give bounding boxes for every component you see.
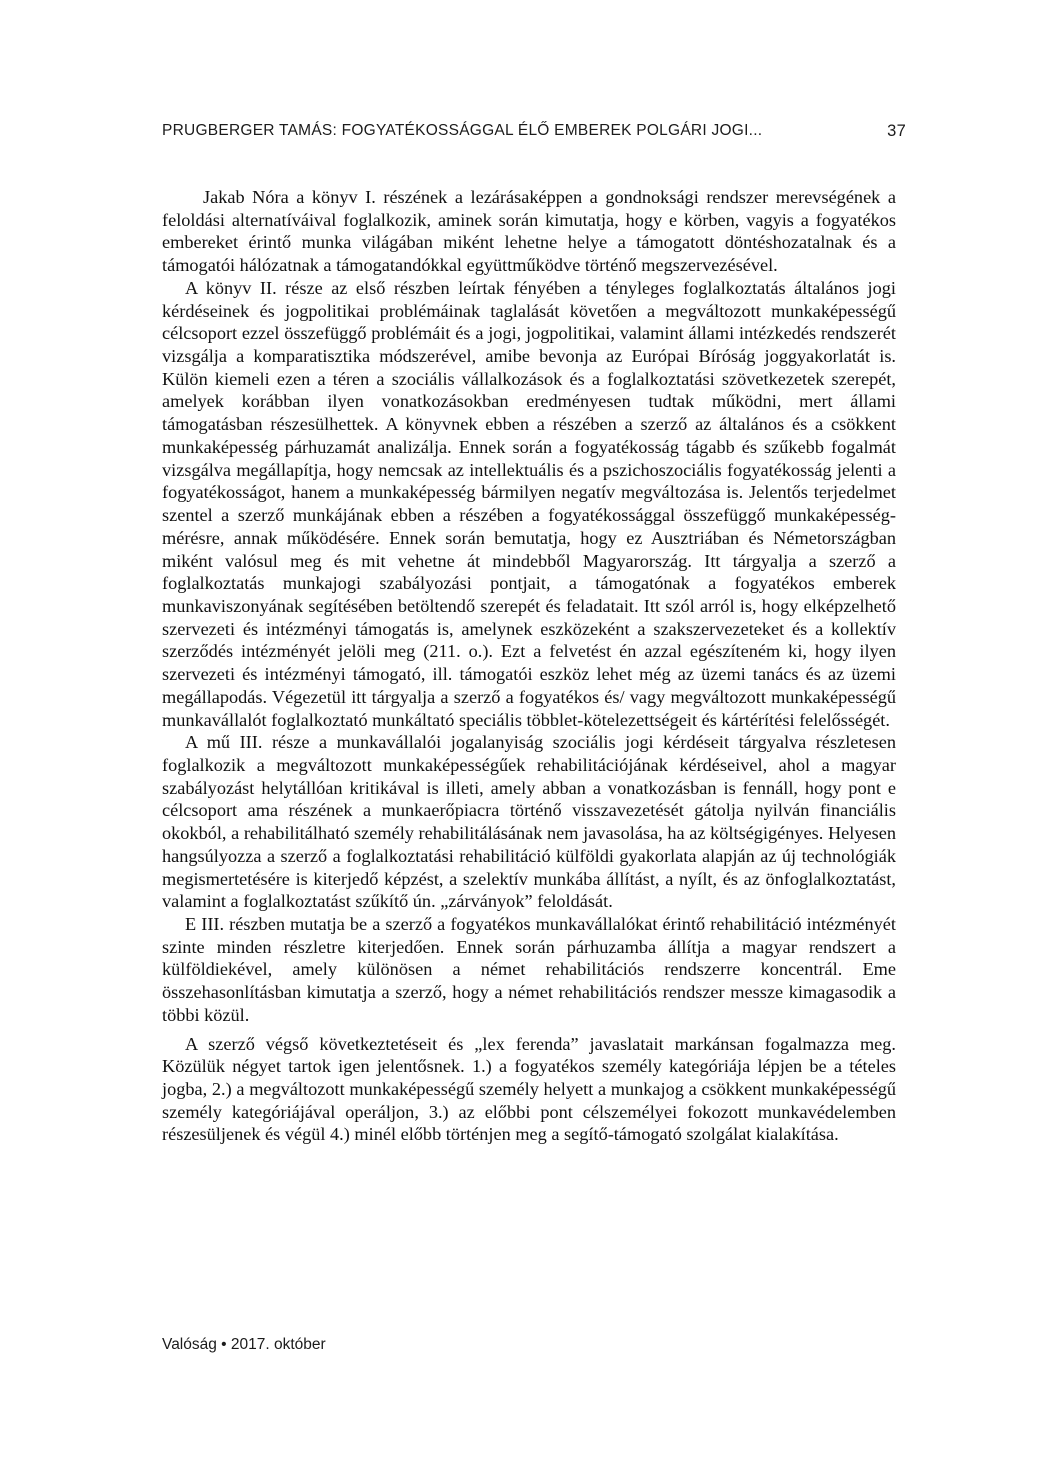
page-number: 37 [887,122,906,140]
article-body [162,186,896,1146]
page-footer: Valóság • 2017. október [162,1336,326,1353]
paragraph-1: Jakab Nóra a könyv I. részének a lezárásaképpen a gondnoksági rendszer merevségének a feloldási alternatíváival foglalkozik, aminek során kimutatja, hogy e körben, vagyis a fogyatékos embereket érintő munka világában miként lehetne helye a támogatott döntéshozatalnak és a támogatói hálózatnak a támogatandókkal együttműködve történő megszervezésével. [162,187,896,276]
paragraph-3: A mű III. része a munkavállalói jogalanyiság szociális jogi kérdéseit tárgyalva részletesen foglalkozik a megváltozott munkaképességűek rehabilitációjának kérdéseivel, ahol a magyar szabályozást helytállóan kritikával is illeti, amely abban a vonatkozásban is fennáll, hogy pont e célcsoport ama részének a munkaerőpiacra történő visszavezetését gátolja nyilván financiális okokból, a rehabilitálható személy rehabilitálásának nem javasolása, ha az költségigényes. Helyesen hangsúlyozza a szerző a foglalkoztatási rehabilitáció külföldi gyakorlata alapján az új technológiák megismertetésére is kiterjedő képzést, a szelektív munkába állítást, a nyílt, és az önfoglalkoztatást, valamint a foglalkoztatást szűkítő ún. „zárványok” feloldását. [162,732,896,912]
running-title: PRUGBERGER TAMÁS: FOGYATÉKOSSÁGGAL ÉLŐ EMBEREK POLGÁRI JOGI... [162,122,763,139]
paragraph-2: A könyv II. része az első részben leírtak fényében a tényleges foglalkoztatás általános jogi kérdéseinek és jogpolitikai problémáinak taglalását követően a megváltozott munkaképességű célcsoport ezzel összefüggő problémáit és a jogi, jogpolitikai, valamint állami intézkedés rendszerét vizsgálja a komparatisztika módszerével, amibe bevonja az Európai Bíróság joggyakorlatát is. Külön kiemeli ezen a téren a szociális vállalkozások és a foglalkoztatási szövetkezetek szerepét, amelyek korábban ilyen vonatkozásokban eredményesen tudtak működni, mert állami támogatásban részesülhettek. A könyvnek ebben a részében a szerző az általános és a csökkent munkaképesség párhuzamát analizálja. Ennek során a fogyatékosság tágabb és szűkebb fogalmát vizsgálva megállapítja, hogy nemcsak az intellektuális és a pszichoszociális fogyatékosság jelenti a fogyatékosságot, hanem a munkaképesség bármilyen negatív megváltozása is. Jelentős terjedelmet szentel a szerző munkájának ebben a részében a fogyatékossággal összefüggő munkaképesség-mérésre, annak működésére. Ennek során bemutatja, hogy ez Ausztriában és Németországban miként valósul meg és mit vehetne át mindebből Magyarország. Itt tárgyalja a szerző a foglalkoztatás munkajogi szabályozási pontjait, a támogatónak a fogyatékos emberek munkaviszonyának segítésében betöltendő szerepét és feladatait. Itt szól arról is, hogy elképzelhető szervezeti és intézményi támogatás is, amelynek eszközeként a szakszervezeteket és a kollektív szerződés intézményét jelöli meg (211. o.). Ezt a felvetést én azzal egészíteném ki, hogy ilyen szervezeti és intézményi támogató, ill. támogatói eszköz lehet még az üzemi tanács és az üzemi megállapodás. Végezetül itt tárgyalja a szerző a fogyatékos és/ vagy megváltozott munkaképességű munkavállalót foglalkoztató munkáltató speciális többlet-kötelezettségeit és kártérítési felelősségét. [162,277,896,730]
running-header [162,122,906,146]
paragraph-5: A szerző végső következtetéseit és „lex ferenda” javaslatait markánsan fogalmazza meg. Közülük négyet tartok igen jelentősnek. 1.) a fogyatékos személy kategóriája lépjen be a tételes jogba, 2.) a megváltozott munkaképességű személy helyett a munkajog a csökkent munkaképességű személy kategóriájával operáljon, 3.) az előbbi pont célszemélyei fokozott munkavédelemben részesüljenek és végül 4.) minél előbb történjen meg a segítő-támogató szolgálat kialakítása. [162,1033,896,1145]
paragraph-4: E III. részben mutatja be a szerző a fogyatékos munkavállalókat érintő rehabilitáció intézményét szinte minden részletre kiterjedően. Ennek során párhuzamba állítja a magyar rendszert a külföldiekével, amely különösen a német rehabilitációs rendszerre koncentrál. Eme összehasonlításban kimutatja a szerző, hogy a német rehabilitációs rendszer messze kimagasodik a többi közül. [162,914,896,1025]
